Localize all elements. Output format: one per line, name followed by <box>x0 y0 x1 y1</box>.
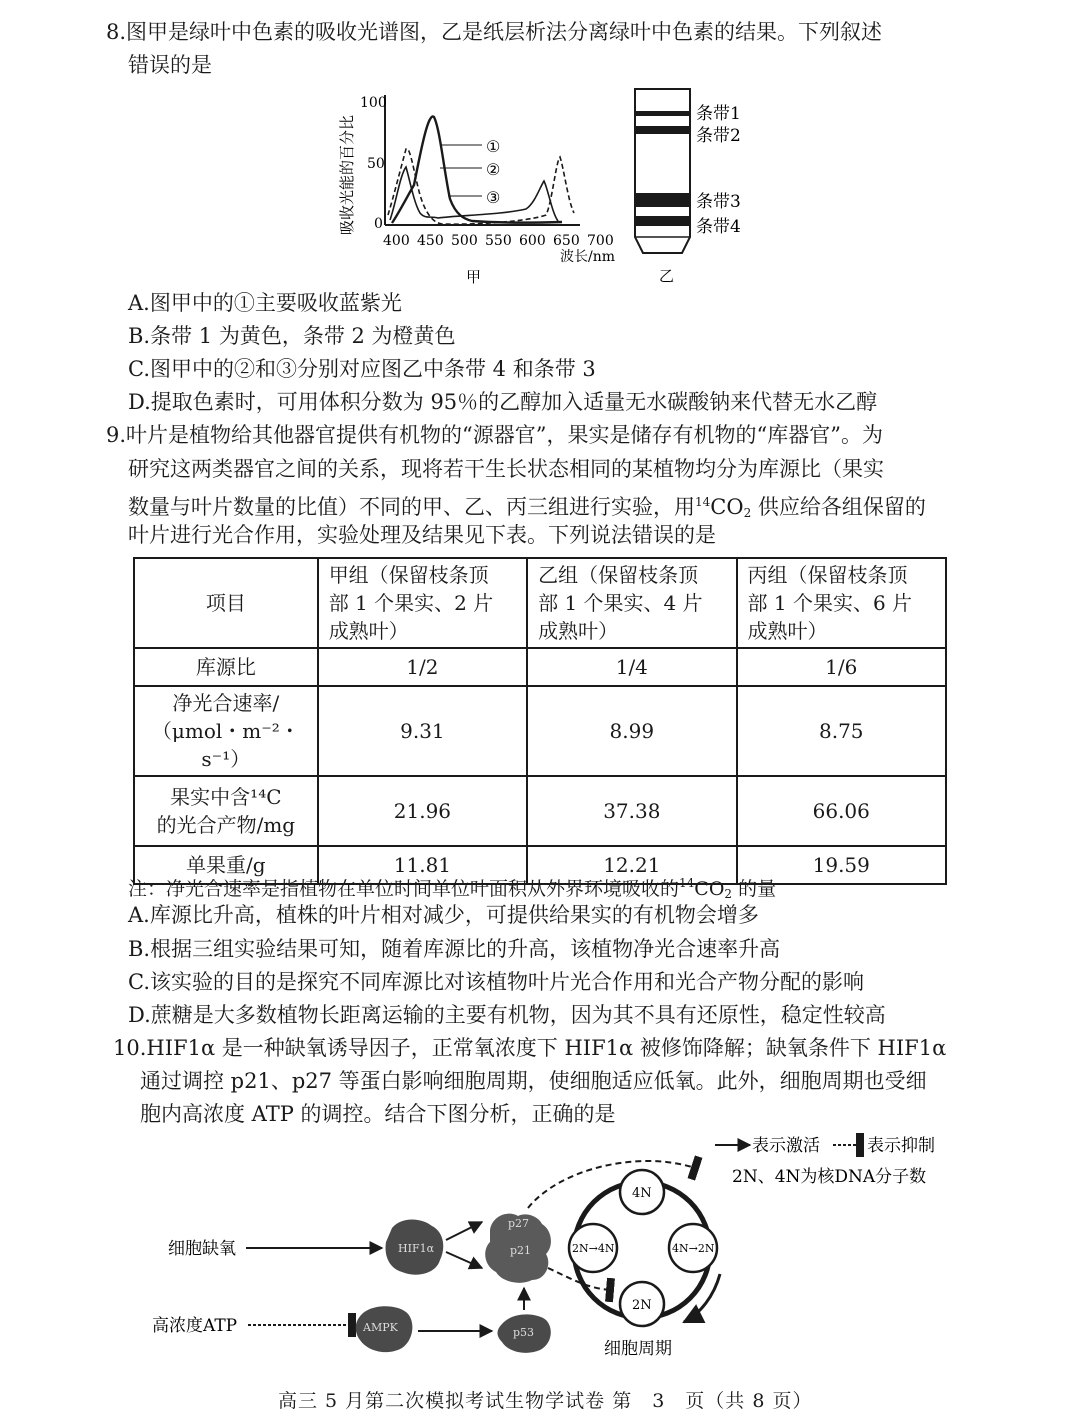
legend-activate-label: 表示激活 <box>752 1136 820 1156</box>
table-cell: 37.38 <box>527 776 736 846</box>
legend <box>715 1136 935 1187</box>
curve-label-3: ③ <box>486 188 501 207</box>
input-atp-label: 高浓度ATP <box>152 1316 238 1336</box>
header-bing: 丙组（保留枝条顶 部 1 个果实、6 片 成熟叶） <box>737 558 946 648</box>
q9-stem-line2: 研究这两类器官之间的关系，现将若干生长状态相同的某植物均分为库源比（果实 <box>128 457 884 481</box>
jia-xticks <box>383 233 614 249</box>
table-cell: 1/6 <box>737 648 946 686</box>
node-hif1a: HIF1α <box>398 1242 434 1255</box>
jia-ytick-0: 0 <box>374 216 383 232</box>
q9-stem-line1: 9.叶片是植物给其他器官提供有机物的“源器官”，果实是储存有机物的“库器官”。为 <box>106 423 883 447</box>
q8-option-a[interactable]: A.图甲中的①主要吸收蓝紫光 <box>128 291 402 315</box>
q9-results-table <box>133 557 947 885</box>
header-jia: 甲组（保留枝条顶 部 1 个果实、2 片 成熟叶） <box>318 558 527 648</box>
jia-xtick-650: 650 <box>553 233 580 249</box>
row-label: 库源比 <box>134 648 318 686</box>
node-p21: p21 <box>510 1244 532 1257</box>
q8-option-b[interactable]: B.条带 1 为黄色，条带 2 为橙黄色 <box>128 324 456 348</box>
jia-xtick-500: 500 <box>451 233 478 249</box>
legend-note: 2N、4N为核DNA分子数 <box>732 1167 927 1187</box>
jia-caption: 甲 <box>466 268 482 285</box>
table-cell: 8.99 <box>527 686 736 776</box>
band-label-1: 条带1 <box>696 104 741 124</box>
page-footer: 高三 5 月第二次模拟考试生物学试卷 第 3 页（共 8 页） <box>278 1390 813 1412</box>
q9-table-note: 注：净光合速率是指植物在单位时间单位叶面积从外界环境吸收的$^{14}CO_2$ 的量 <box>128 876 777 901</box>
jia-xtick-600: 600 <box>519 233 546 249</box>
table-cell: 1/2 <box>318 648 527 686</box>
band-4 <box>635 216 690 226</box>
node-p53: p53 <box>513 1326 535 1339</box>
band-2 <box>635 126 690 134</box>
q8-option-d[interactable]: D.提取色素时，可用体积分数为 95％的乙醇加入适量无水碳酸钠来代替无水乙醇 <box>128 390 878 414</box>
yi-caption: 乙 <box>659 267 675 285</box>
q9-option-d[interactable]: D.蔗糖是大多数植物长距离运输的主要有机物，因为其不具有还原性，稳定性较高 <box>128 1003 886 1027</box>
jia-ytick-100: 100 <box>360 95 387 111</box>
table-cell: 9.31 <box>318 686 527 776</box>
row-label: 净光合速率/ （μmol・m⁻²・s⁻¹） <box>134 686 318 776</box>
cycle-label: 细胞周期 <box>604 1339 672 1359</box>
table-cell: 21.96 <box>318 776 527 846</box>
q9-option-a[interactable]: A.库源比升高，植株的叶片相对减少，可提供给果实的有机物会增多 <box>128 903 759 927</box>
header-yi: 乙组（保留枝条顶 部 1 个果实、4 片 成熟叶） <box>527 558 736 648</box>
figure-jia-absorption-spectrum <box>330 85 640 285</box>
header-item: 项目 <box>134 558 318 648</box>
jia-xtick-400: 400 <box>383 233 410 249</box>
node-p27: p27 <box>508 1217 530 1230</box>
table-cell: 8.75 <box>737 686 946 776</box>
jia-xtick-550: 550 <box>485 233 512 249</box>
figure-yi-chromatography <box>630 85 770 285</box>
band-label-4: 条带4 <box>696 217 741 237</box>
q8-stem-line2: 错误的是 <box>128 53 212 77</box>
band-label-3: 条带3 <box>696 192 741 212</box>
curve-label-1: ① <box>486 137 501 156</box>
jia-xtick-700: 700 <box>587 233 614 249</box>
band-3 <box>635 193 690 207</box>
band-label-2: 条带2 <box>696 126 741 146</box>
q9-stem-line3: 数量与叶片数量的比值）不同的甲、乙、丙三组进行实验，用$^{14}CO_2$ 供应给各组保留的 <box>128 495 926 520</box>
table-cell: 11.81 <box>318 846 527 884</box>
table-row <box>134 686 946 776</box>
q8-option-c[interactable]: C.图甲中的②和③分别对应图乙中条带 4 和条带 3 <box>128 357 596 381</box>
input-hypoxia-label: 细胞缺氧 <box>168 1239 236 1259</box>
table-header-row <box>134 558 946 648</box>
q10-stem-line1: 10.HIF1α 是一种缺氧诱导因子，正常氧浓度下 HIF1α 被修饰降解；缺氧条件下 HIF1α <box>113 1036 947 1060</box>
curve-label-2: ② <box>486 160 501 179</box>
inhibit-to-4n <box>528 1161 695 1208</box>
table-cell: 19.59 <box>737 846 946 884</box>
jia-ytick-50: 50 <box>367 156 385 172</box>
node-ampk: AMPK <box>363 1321 398 1334</box>
q8-stem-line1: 8.图甲是绿叶中色素的吸收光谱图，乙是纸层析法分离绿叶中色素的结果。下列叙述 <box>106 20 883 44</box>
row-label: 单果重/g <box>134 846 318 884</box>
table-row <box>134 648 946 686</box>
jia-xunit: 波长/nm <box>560 249 616 265</box>
table-row <box>134 776 946 846</box>
legend-inhibit-label: 表示抑制 <box>867 1136 935 1156</box>
table-cell: 66.06 <box>737 776 946 846</box>
q9-stem-line4: 叶片进行光合作用，实验处理及结果见下表。下列说法错误的是 <box>128 523 716 547</box>
cycle-node-4n: 4N <box>632 1186 652 1201</box>
table-cell: 1/4 <box>527 648 736 686</box>
cycle-node-2n: 2N <box>632 1298 652 1313</box>
q9-option-b[interactable]: B.根据三组实验结果可知，随着库源比的升高，该植物净光合速率升高 <box>128 937 781 961</box>
row-label: 果实中含¹⁴C 的光合产物/mg <box>134 776 318 846</box>
band-1 <box>635 111 690 116</box>
q10-stem-line3: 胞内高浓度 ATP 的调控。结合下图分析，正确的是 <box>140 1102 616 1126</box>
cycle-node-4n-2n: 4N→2N <box>672 1242 715 1255</box>
table-cell: 12.21 <box>527 846 736 884</box>
figure-cell-cycle-regulation <box>140 1128 960 1368</box>
q10-stem-line2: 通过调控 p21、p27 等蛋白影响细胞周期，使细胞适应低氧。此外，细胞周期也受细 <box>140 1069 927 1093</box>
q9-option-c[interactable]: C.该实验的目的是探究不同库源比对该植物叶片光合作用和光合产物分配的影响 <box>128 970 864 994</box>
cycle-node-2n-4n: 2N→4N <box>572 1242 615 1255</box>
jia-ylabel: 吸收光能的百分比 <box>338 114 356 235</box>
jia-xtick-450: 450 <box>417 233 444 249</box>
